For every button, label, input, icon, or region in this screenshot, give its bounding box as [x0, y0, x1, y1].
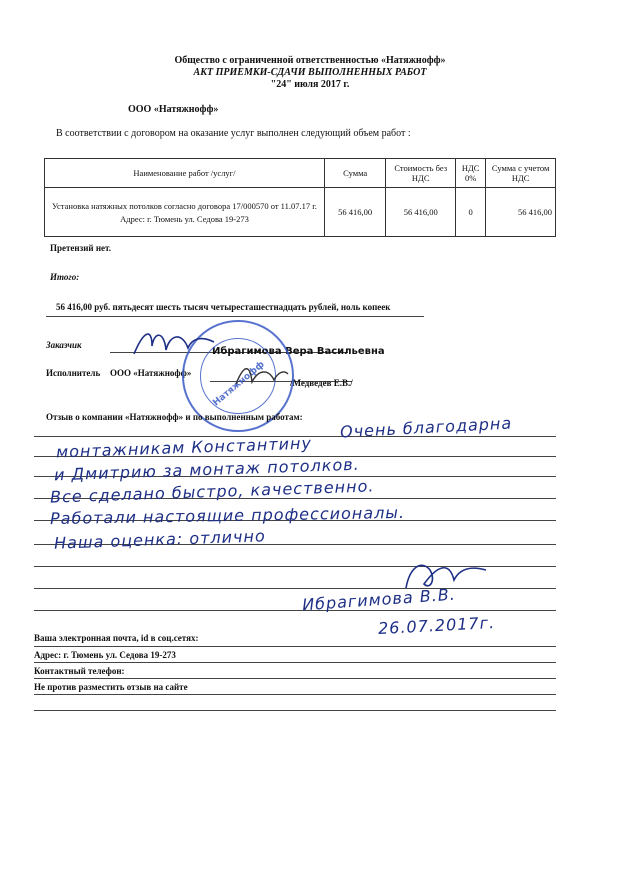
footer-line-1: [34, 646, 556, 647]
review-hw-line-5: Работали настоящие профессионалы.: [49, 502, 406, 529]
act-date: "24" июля 2017 г.: [270, 79, 350, 90]
publish-consent-label: Не против разместить отзыв на сайте: [34, 682, 188, 692]
col-without-vat: Стоимость без НДС: [386, 159, 456, 188]
vat-cell: 0: [456, 188, 486, 237]
work-name: Установка натяжных потолков согласно договора 17/000570 от 11.07.17 г.: [52, 200, 317, 211]
table-row: [45, 188, 556, 237]
footer-line-4: [34, 694, 556, 695]
act-title: АКТ ПРИЕМКИ-СДАЧИ ВЫПОЛНЕННЫХ РАБОТ: [193, 67, 427, 78]
review-hw-line-1: Очень благодарна: [339, 413, 513, 442]
customer-signature: [130, 324, 220, 360]
work-name-cell: [45, 188, 325, 237]
without-vat-cell: 56 416,00: [386, 188, 456, 237]
review-line-9: [34, 610, 556, 611]
col-name: Наименование работ /услуг/: [45, 159, 325, 188]
phone-field-label: Контактный телефон:: [34, 666, 125, 676]
intro-text: В соответствии с договором на оказание услуг выполнен следующий объем работ :: [56, 128, 411, 139]
with-vat-cell: 56 416,00: [486, 188, 556, 237]
work-address: Адрес: г. Тюмень ул. Седова 19-273: [120, 213, 249, 224]
total-label: Итого:: [50, 272, 80, 282]
review-signature-date: 26.07.2017г.: [377, 612, 496, 639]
email-field-label: Ваша электронная почта, id в соц.сетях:: [34, 633, 199, 643]
total-amount-words: 56 416,00 руб. пятьдесят шесть тысяч четыресташестнадцать рублей, ноль копеек: [56, 302, 391, 312]
executor-org: ООО «Натяжнофф»: [110, 368, 192, 378]
col-with-vat: Сумма с учетом НДС: [486, 159, 556, 188]
total-underline: [46, 316, 424, 317]
footer-line-3: [34, 678, 556, 679]
review-hw-line-3: и Дмитрию за монтаж потолков.: [53, 454, 361, 485]
footer-line-2: [34, 662, 556, 663]
address-field: Адрес: г. Тюмень ул. Седова 19-273: [34, 650, 176, 660]
review-hw-line-4: Все сделано быстро, качественно.: [49, 476, 375, 507]
executor-label: Исполнитель: [46, 368, 101, 378]
table-header-row: [45, 159, 556, 188]
claims-text: Претензий нет.: [50, 243, 112, 253]
col-vat: НДС 0%: [456, 159, 486, 188]
review-label: Отзыв о компании «Натяжнофф» и по выполненным работам:: [46, 412, 303, 422]
org-name: ООО «Натяжнофф»: [128, 104, 219, 115]
company-name: Общество с ограниченной ответственностью «Натяжнофф»: [174, 55, 446, 66]
customer-label: Заказчик: [46, 340, 82, 350]
footer-line-5: [34, 710, 556, 711]
sum-cell: 56 416,00: [324, 188, 385, 237]
review-hw-line-6: Наша оценка: отлично: [53, 526, 267, 553]
col-sum: Сумма: [324, 159, 385, 188]
review-signature-name: Ибрагимова В.В.: [301, 584, 457, 615]
works-table: [44, 158, 556, 237]
stamp-text: Натяжнофф: [211, 359, 267, 409]
executor-name: /Медведев Е.В./: [290, 378, 353, 388]
review-hw-line-2: монтажникам Константину: [55, 433, 313, 462]
customer-name: Ибрагимова Вера Васильевна: [212, 346, 385, 357]
executor-signature: [232, 360, 292, 392]
